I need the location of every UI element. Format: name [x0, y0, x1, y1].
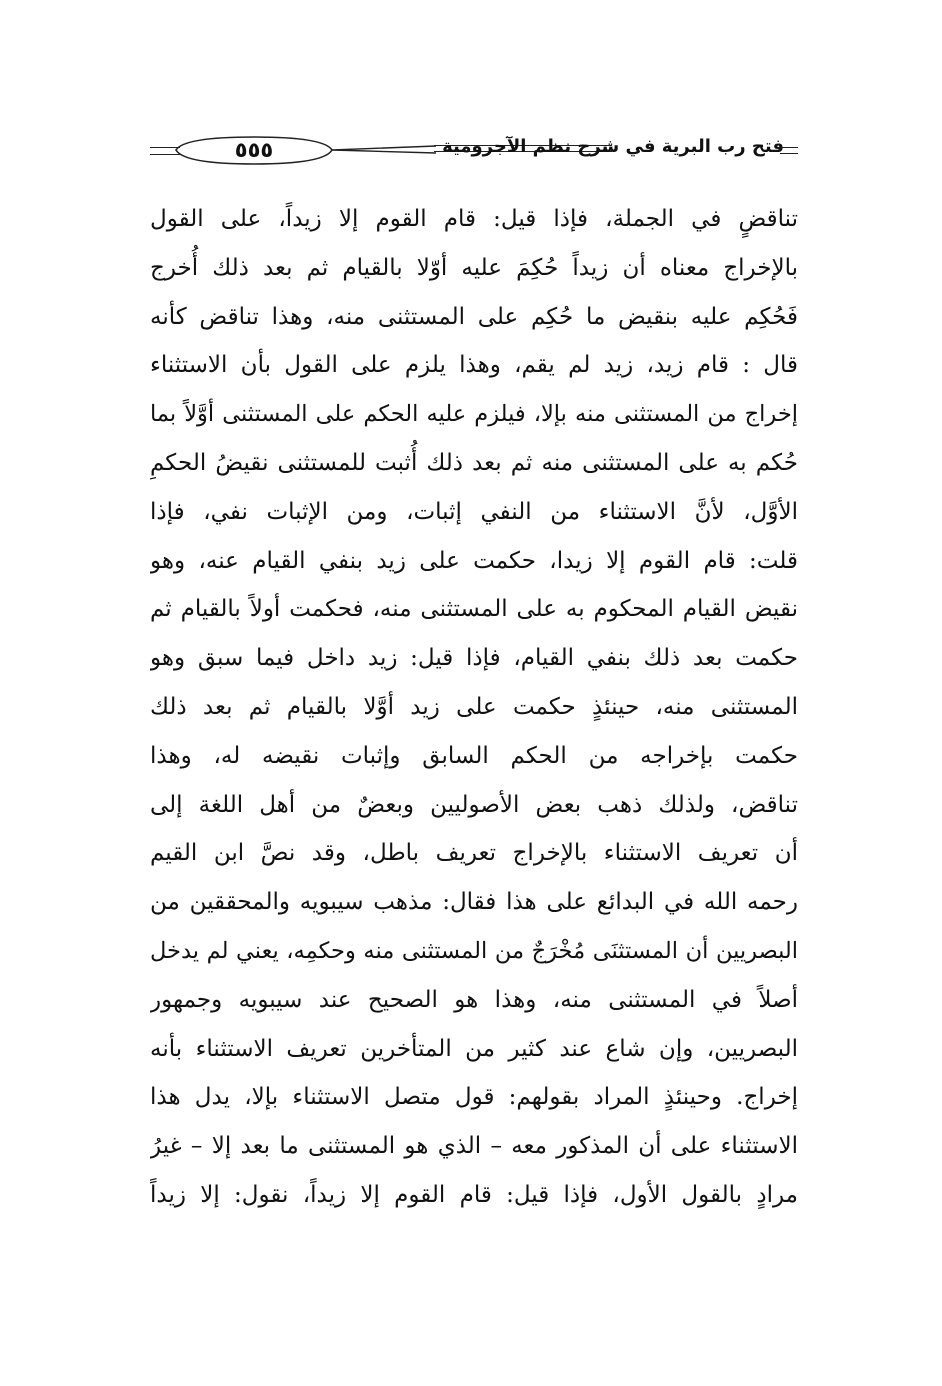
text-line: حكمت بإخراجه من الحكم السابق وإثبات نقيضه له، وهذا: [150, 742, 798, 769]
page-number-frame: [174, 136, 436, 164]
text-line: إخراج. وحينئذٍ المراد بقولهم: قول متصل الاستثناء بإلا، يدل هذا: [150, 1084, 798, 1111]
body-text: [150, 195, 798, 1220]
header-title: فتح رب البرية في شرح نظم الآجرومية: [442, 136, 784, 157]
text-line: الأوَّل، لأنَّ الاستثناء من النفي إثبات، ومن الإثبات نفي، فإذا: [150, 498, 798, 525]
text-line: إخراج من المستثنى منه بإلا، فيلزم عليه الحكم على المستثنى أوَّلاً بما: [150, 401, 798, 428]
text-line: نقيض القيام المحكوم به على المستثنى منه، فحكمت أولاً بالقيام ثم: [150, 596, 798, 623]
text-line: مرادٍ بالقول الأول، فإذا قيل: قام القوم إلا زيداً، نقول: إلا زيداً: [150, 1181, 798, 1208]
text-line: رحمه الله في البدائع على هذا فقال: مذهب سيبويه والمحققين من: [150, 889, 798, 916]
text-line: البصريين أن المستثنَى مُخْرَجٌ من المستثنى منه وحكمِه، يعني لم يدخل: [150, 937, 798, 964]
text-line: تناقض، ولذلك ذهب بعض الأصوليين وبعضٌ من أهل اللغة إلى: [150, 791, 798, 818]
text-line: أن تعريف الاستثناء بالإخراج تعريف باطل، وقد نصَّ ابن القيم: [150, 840, 798, 867]
running-header: [150, 133, 798, 169]
text-line: قال : قام زيد، زيد لم يقم، وهذا يلزم على القول بأن الاستثناء: [150, 352, 798, 379]
header-rule-right: [780, 147, 798, 154]
text-line: تناقضٍ في الجملة، فإذا قيل: قام القوم إلا زيداً، على القول: [150, 206, 798, 232]
text-line: فَحُكِم عليه بنقيض ما حُكِم على المستثنى منه، وهذا تناقض كأنه: [150, 303, 798, 330]
text-line: قلت: قام القوم إلا زيدا، حكمت على زيد بنفي القيام عنه، وهو: [150, 547, 798, 574]
text-line: أصلاً في المستثنى منه، وهذا هو الصحيح عند سيبويه وجمهور: [150, 986, 798, 1013]
text-line: الاستثناء على أن المذكور معه – الذي هو المستثنى ما بعد إلا – غيرُ: [150, 1133, 798, 1160]
text-line: حُكم به على المستثنى منه ثم بعد ذلك أُثبت للمستثنى نقيضُ الحكمِ: [150, 449, 798, 476]
page-number: ٥٥٥: [234, 138, 274, 162]
text-line: حكمت بعد ذلك بنفي القيام، فإذا قيل: زيد داخل فيما سبق وهو: [150, 645, 798, 672]
text-line: المستثنى منه، حينئذٍ حكمت على زيد أوَّلا بالقيام ثم بعد ذلك: [150, 693, 798, 720]
text-line: بالإخراج معناه أن زيداً حُكِمَ عليه أوّلا بالقيام ثم بعد ذلك أُخرج: [150, 254, 798, 281]
text-line: البصريين، وإن شاع عند كثير من المتأخرين تعريف الاستثناء بأنه: [150, 1035, 798, 1062]
